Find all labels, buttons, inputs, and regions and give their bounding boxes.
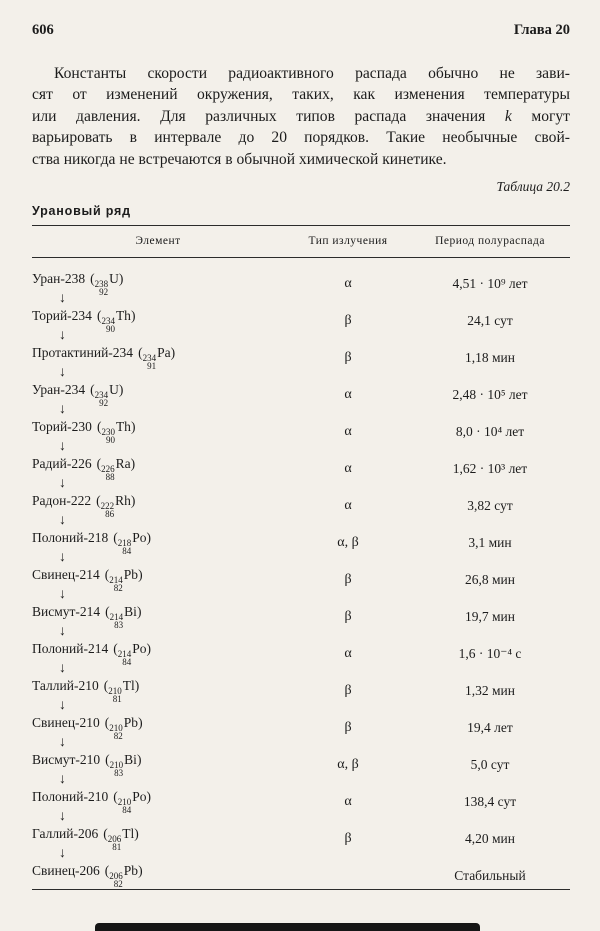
atomic-number: 81 — [112, 694, 122, 705]
atomic-number: 83 — [114, 620, 124, 631]
radiation-type-cell: α — [344, 386, 352, 402]
down-arrow-icon: ↓ — [59, 624, 66, 640]
mass-number: ( 210 — [117, 797, 132, 808]
table-row — [32, 530, 570, 557]
scan-edge-artifact — [95, 923, 480, 931]
mass-number: ( 214 — [117, 649, 132, 660]
element-cell — [32, 567, 284, 592]
element-name: Уран-238 — [32, 271, 86, 287]
chapter-label: Глава 20 — [513, 22, 570, 38]
element-name: Таллий-210 — [32, 678, 99, 694]
paragraph-text: или давления. Для различных типов распада значения — [32, 107, 486, 125]
element-name: Протактиний-234 — [32, 345, 134, 361]
element-symbol: Tl — [122, 826, 135, 842]
element-cell — [32, 419, 284, 444]
page-number: 606 — [32, 22, 54, 38]
down-arrow-icon: ↓ — [59, 402, 66, 418]
radiation-type-cell: β — [344, 719, 352, 735]
element-cell — [32, 826, 284, 851]
down-arrow-icon: ↓ — [59, 587, 66, 603]
mass-number: ( 210 — [109, 760, 124, 771]
element-cell — [32, 641, 284, 666]
element-cell — [32, 382, 284, 407]
element-symbol: Bi — [124, 752, 137, 768]
table-row — [32, 419, 570, 446]
element-cell — [32, 678, 284, 703]
atomic-number: 88 — [105, 472, 115, 483]
atomic-number: 82 — [113, 731, 123, 742]
isotope-numbers — [118, 539, 132, 555]
radiation-type-cell: α — [344, 645, 352, 661]
element-name: Висмут-214 — [32, 604, 101, 620]
isotope-notation — [138, 345, 175, 372]
element-symbol: Po — [132, 789, 147, 805]
table-row — [32, 345, 570, 372]
element-cell — [32, 456, 284, 481]
table-row — [32, 641, 570, 668]
table-row — [32, 678, 570, 705]
down-arrow-icon: ↓ — [59, 661, 66, 677]
half-life-cell: 2,48 · 10⁵ лет — [452, 386, 528, 402]
element-name: Висмут-210 — [32, 752, 101, 768]
isotope-numbers — [95, 391, 109, 407]
paragraph-line: ства никогда не встречаются в обычной химической кинетике. — [32, 150, 447, 168]
table-caption: Таблица 20.2 — [496, 179, 570, 195]
radiation-type-cell: β — [344, 608, 352, 624]
element-name: Полоний-218 — [32, 530, 109, 546]
element-cell — [32, 752, 284, 777]
mass-number: ( 230 — [101, 427, 115, 438]
element-cell — [32, 493, 284, 518]
half-life-cell: 3,1 мин — [468, 534, 512, 550]
paragraph-line — [32, 106, 570, 127]
isotope-numbers — [118, 650, 132, 666]
isotope-numbers — [101, 465, 115, 481]
isotope-notation — [96, 493, 135, 520]
table-row — [32, 604, 570, 631]
mass-number: ( 218 — [117, 538, 132, 549]
down-arrow-icon: ↓ — [59, 365, 66, 381]
half-life-cell: 1,32 мин — [465, 682, 515, 698]
isotope-notation — [105, 863, 143, 890]
isotope-numbers — [101, 502, 115, 518]
element-cell — [32, 345, 284, 370]
element-symbol: Ra — [115, 456, 131, 472]
isotope-notation — [90, 382, 123, 409]
element-cell — [32, 789, 284, 814]
down-arrow-icon: ↓ — [59, 698, 66, 714]
table-row — [32, 493, 570, 520]
radiation-type-cell: β — [344, 312, 352, 328]
element-symbol: Bi — [124, 604, 137, 620]
paragraph-line: Константы скорости радиоактивного распада обычно не зави- — [54, 65, 570, 82]
down-arrow-icon: ↓ — [59, 809, 66, 825]
mass-number: ( 234 — [142, 353, 157, 364]
radiation-type-cell: α, β — [337, 756, 359, 772]
half-life-cell: 24,1 сут — [467, 312, 513, 328]
atomic-number: 81 — [112, 842, 122, 853]
half-life-cell: 8,0 · 10⁴ лет — [455, 423, 525, 439]
table-row — [32, 715, 570, 742]
half-life-cell: 5,0 сут — [470, 756, 510, 772]
isotope-numbers — [143, 354, 157, 370]
mass-number: ( 206 — [107, 834, 122, 845]
mass-number: ( 214 — [109, 575, 123, 586]
half-life-cell: 3,82 сут — [467, 497, 513, 513]
atomic-number: 84 — [122, 805, 132, 816]
mass-number: ( 206 — [109, 871, 123, 882]
down-arrow-icon: ↓ — [59, 439, 66, 455]
table-title: Урановый ряд — [32, 204, 131, 219]
atomic-number: 82 — [113, 583, 123, 594]
isotope-numbers — [101, 428, 115, 444]
isotope-numbers — [110, 613, 124, 629]
element-name: Полоний-210 — [32, 789, 109, 805]
table-row — [32, 863, 570, 890]
half-life-cell: 1,6 · 10⁻⁴ с — [458, 645, 522, 661]
element-symbol: Pb — [123, 863, 139, 879]
isotope-notation — [105, 752, 141, 779]
atomic-number: 83 — [114, 768, 124, 779]
element-name: Радон-222 — [32, 493, 92, 509]
isotope-notation — [113, 530, 151, 557]
element-cell — [32, 530, 284, 555]
element-symbol: Pb — [123, 567, 139, 583]
element-name: Уран-234 — [32, 382, 86, 398]
radiation-type-cell: β — [344, 830, 352, 846]
table-bottom-rule — [32, 889, 570, 890]
element-name: Радий-226 — [32, 456, 92, 472]
isotope-notation — [105, 604, 141, 631]
half-life-cell: Стабильный — [454, 867, 526, 883]
isotope-numbers — [108, 687, 122, 703]
element-name: Полоний-214 — [32, 641, 109, 657]
half-life-cell: 19,7 мин — [465, 608, 515, 624]
element-symbol: U — [109, 271, 119, 287]
mass-number: ( 234 — [94, 390, 109, 401]
atomic-number: 84 — [122, 546, 132, 557]
table-row — [32, 456, 570, 483]
element-symbol: Th — [115, 308, 131, 324]
mass-number: ( 238 — [94, 279, 109, 290]
table-row — [32, 789, 570, 816]
isotope-notation — [113, 641, 151, 668]
element-name: Свинец-214 — [32, 567, 100, 583]
element-cell — [32, 604, 284, 629]
isotope-numbers — [109, 724, 123, 740]
element-symbol: U — [109, 382, 119, 398]
element-name: Галлий-206 — [32, 826, 99, 842]
element-symbol: Tl — [122, 678, 135, 694]
half-life-cell: 26,8 мин — [465, 571, 515, 587]
atomic-number: 84 — [122, 657, 132, 668]
radiation-type-cell: β — [344, 682, 352, 698]
column-header-element: Элемент — [135, 235, 181, 248]
table-body — [32, 258, 570, 889]
element-cell — [32, 271, 284, 296]
paragraph-text: могут — [531, 107, 571, 125]
mass-number: ( 210 — [109, 723, 123, 734]
column-header-radiation: Тип излучения — [308, 235, 388, 248]
isotope-numbers — [110, 761, 124, 777]
half-life-cell: 138,4 сут — [463, 793, 517, 809]
isotope-numbers — [109, 576, 123, 592]
column-header-half-life: Период полураспада — [435, 235, 545, 248]
down-arrow-icon: ↓ — [59, 476, 66, 492]
variable-k: k — [504, 107, 512, 125]
down-arrow-icon: ↓ — [59, 735, 66, 751]
radiation-type-cell: α — [344, 423, 352, 439]
body-paragraph — [32, 63, 570, 170]
table-row — [32, 567, 570, 594]
isotope-notation — [105, 567, 143, 594]
paragraph-line: сят от изменений окружения, таких, как изменения температуры — [32, 86, 570, 104]
element-name: Торий-230 — [32, 419, 92, 435]
element-name: Свинец-210 — [32, 715, 100, 731]
element-symbol: Rh — [115, 493, 131, 509]
mass-number: ( 226 — [101, 464, 115, 475]
isotope-notation — [97, 308, 136, 335]
isotope-notation — [105, 715, 143, 742]
isotope-numbers — [101, 317, 115, 333]
element-symbol: Pb — [123, 715, 139, 731]
atomic-number: 91 — [147, 361, 157, 372]
radiation-type-cell: α — [344, 275, 352, 291]
mass-number: ( 222 — [100, 501, 115, 512]
isotope-notation — [90, 271, 123, 298]
mass-number: ( 234 — [101, 316, 115, 327]
atomic-number: 92 — [99, 287, 109, 298]
paragraph-line: варьировать в интервале до 20 порядков. Такие необычные свой- — [32, 129, 570, 147]
atomic-number: 90 — [105, 435, 115, 446]
down-arrow-icon: ↓ — [59, 328, 66, 344]
radiation-type-cell: α — [344, 793, 352, 809]
running-head — [32, 22, 570, 39]
isotope-notation — [113, 789, 151, 816]
isotope-numbers — [109, 872, 123, 888]
atomic-number: 82 — [113, 879, 123, 890]
half-life-cell: 19,4 лет — [467, 719, 513, 735]
element-cell — [32, 715, 284, 740]
table-row — [32, 752, 570, 779]
element-symbol: Th — [115, 419, 131, 435]
isotope-numbers — [108, 835, 122, 851]
table-row — [32, 271, 570, 298]
element-symbol: Pa — [157, 345, 171, 361]
half-life-cell: 1,62 · 10³ лет — [452, 460, 528, 476]
half-life-cell: 1,18 мин — [465, 349, 515, 365]
down-arrow-icon: ↓ — [59, 772, 66, 788]
mass-number: ( 210 — [108, 686, 122, 697]
element-symbol: Po — [132, 641, 147, 657]
isotope-notation — [97, 419, 136, 446]
radiation-type-cell: β — [344, 571, 352, 587]
table-row — [32, 826, 570, 853]
element-name: Свинец-206 — [32, 863, 100, 879]
radiation-type-cell: α — [344, 460, 352, 476]
radiation-type-cell: α — [344, 497, 352, 513]
half-life-cell: 4,20 мин — [465, 830, 515, 846]
isotope-numbers — [95, 280, 109, 296]
atomic-number: 86 — [105, 509, 115, 520]
table-header-row — [32, 226, 570, 257]
down-arrow-icon: ↓ — [59, 550, 66, 566]
radiation-type-cell: α, β — [337, 534, 359, 550]
down-arrow-icon: ↓ — [59, 846, 66, 862]
table-row — [32, 382, 570, 409]
isotope-notation — [104, 678, 140, 705]
down-arrow-icon: ↓ — [59, 513, 66, 529]
element-cell — [32, 308, 284, 333]
atomic-number: 90 — [105, 324, 115, 335]
half-life-cell: 4,51 · 10⁹ лет — [452, 275, 528, 291]
mass-number: ( 214 — [109, 612, 124, 623]
element-cell — [32, 863, 284, 888]
isotope-notation — [97, 456, 136, 483]
radiation-type-cell: β — [344, 349, 352, 365]
element-name: Торий-234 — [32, 308, 92, 324]
table-row — [32, 308, 570, 335]
element-symbol: Po — [132, 530, 147, 546]
atomic-number: 92 — [99, 398, 109, 409]
isotope-numbers — [118, 798, 132, 814]
down-arrow-icon: ↓ — [59, 291, 66, 307]
isotope-notation — [103, 826, 139, 853]
